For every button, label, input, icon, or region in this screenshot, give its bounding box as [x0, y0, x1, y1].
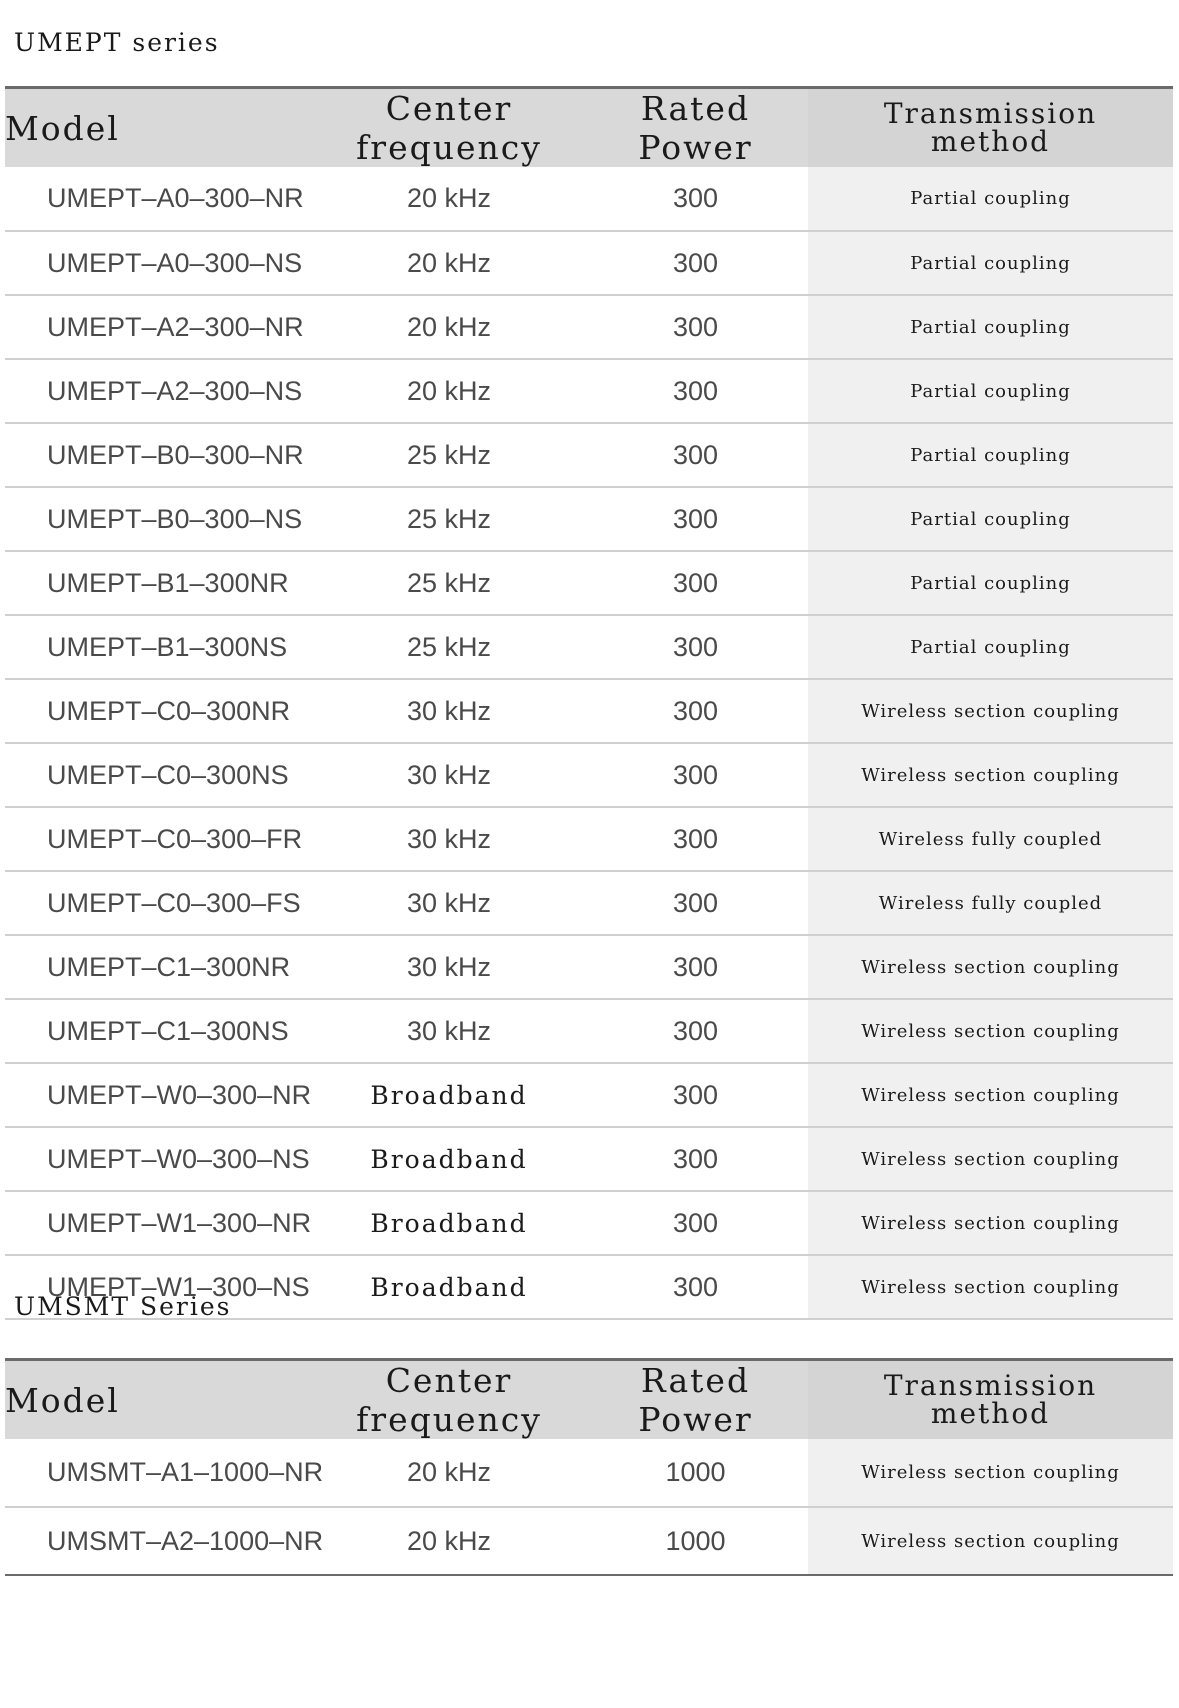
table-row — [5, 487, 1173, 551]
cell-rated-power: 300 — [672, 823, 719, 854]
cell-model: UMEPT–W0–300–NR — [47, 1079, 312, 1110]
cell-rated-power: 300 — [672, 1015, 719, 1046]
cell-transmission-method: Partial coupling — [808, 423, 1173, 487]
cell-transmission-method: Wireless section coupling — [808, 1507, 1173, 1575]
series-title-umept: UMEPT series — [14, 28, 220, 57]
cell-center-frequency: 30 kHz — [406, 951, 492, 982]
table-row — [5, 359, 1173, 423]
table-header-row — [5, 1360, 1173, 1440]
cell-center-frequency: 25 kHz — [406, 567, 492, 598]
cell-center-frequency: Broadband — [370, 1272, 528, 1302]
series-title-umsmt: UMSMT Series — [14, 1292, 232, 1321]
cell-transmission-method: Partial coupling — [808, 359, 1173, 423]
cell-rated-power: 300 — [672, 1079, 719, 1110]
cell-rated-power: 300 — [672, 887, 719, 918]
cell-model: UMEPT–C0–300NS — [47, 759, 289, 790]
table-header-row — [5, 88, 1173, 168]
header-transmission-method: Transmission method — [808, 1360, 1173, 1440]
cell-rated-power: 300 — [672, 951, 719, 982]
cell-model: UMSMT–A1–1000–NR — [47, 1457, 324, 1487]
cell-center-frequency: 25 kHz — [406, 503, 492, 534]
cell-rated-power: 300 — [672, 631, 719, 662]
cell-model: UMEPT–C1–300NS — [47, 1015, 289, 1046]
header-rated-power: Rated Power — [638, 89, 753, 167]
cell-center-frequency: 25 kHz — [406, 631, 492, 662]
cell-model: UMEPT–B0–300–NS — [47, 503, 303, 534]
table-row — [5, 1191, 1173, 1255]
cell-transmission-method: Wireless section coupling — [808, 1063, 1173, 1127]
cell-transmission-method: Partial coupling — [808, 167, 1173, 231]
cell-center-frequency: Broadband — [370, 1144, 528, 1174]
cell-rated-power: 300 — [672, 247, 719, 278]
table-row — [5, 551, 1173, 615]
cell-model: UMEPT–A2–300–NS — [47, 375, 303, 406]
header-model: Model — [5, 108, 120, 148]
cell-rated-power: 1000 — [665, 1525, 726, 1556]
table-row — [5, 295, 1173, 359]
cell-center-frequency: Broadband — [370, 1080, 528, 1110]
cell-transmission-method: Wireless fully coupled — [808, 807, 1173, 871]
header-transmission-method: Transmission method — [808, 88, 1173, 168]
cell-rated-power: 300 — [672, 1143, 719, 1174]
cell-center-frequency: 20 kHz — [406, 375, 492, 406]
cell-center-frequency: 20 kHz — [406, 183, 492, 213]
cell-transmission-method: Partial coupling — [808, 487, 1173, 551]
cell-transmission-method: Wireless fully coupled — [808, 871, 1173, 935]
cell-center-frequency: 20 kHz — [406, 311, 492, 342]
cell-transmission-method: Wireless section coupling — [808, 1255, 1173, 1319]
cell-model: UMEPT–C0–300–FS — [47, 887, 301, 918]
header-rated-power: Rated Power — [638, 1361, 753, 1439]
header-center-frequency: Center frequency — [356, 1361, 542, 1439]
cell-transmission-method: Wireless section coupling — [808, 999, 1173, 1063]
table-row — [5, 1439, 1173, 1507]
cell-center-frequency: 30 kHz — [406, 1015, 492, 1046]
header-model: Model — [5, 1380, 120, 1420]
table-row — [5, 423, 1173, 487]
cell-center-frequency: 20 kHz — [406, 247, 492, 278]
table-row — [5, 807, 1173, 871]
cell-rated-power: 300 — [672, 503, 719, 534]
cell-model: UMEPT–C0–300NR — [47, 695, 291, 726]
cell-model: UMEPT–A0–300–NS — [47, 247, 303, 278]
cell-center-frequency: 25 kHz — [406, 439, 492, 470]
cell-model: UMEPT–W1–300–NR — [47, 1207, 312, 1238]
table-row — [5, 615, 1173, 679]
cell-rated-power: 1000 — [665, 1457, 726, 1487]
table-row — [5, 679, 1173, 743]
header-center-frequency: Center frequency — [356, 89, 542, 167]
cell-model: UMEPT–C0–300–FR — [47, 823, 303, 854]
cell-rated-power: 300 — [672, 567, 719, 598]
cell-center-frequency: 30 kHz — [406, 823, 492, 854]
cell-center-frequency: 30 kHz — [406, 695, 492, 726]
cell-transmission-method: Wireless section coupling — [808, 1191, 1173, 1255]
cell-rated-power: 300 — [672, 439, 719, 470]
cell-model: UMEPT–B1–300NR — [47, 567, 289, 598]
cell-model: UMEPT–A0–300–NR — [47, 183, 304, 213]
table-row — [5, 1507, 1173, 1575]
table-row — [5, 871, 1173, 935]
cell-transmission-method: Partial coupling — [808, 551, 1173, 615]
cell-transmission-method: Wireless section coupling — [808, 743, 1173, 807]
cell-model: UMEPT–W1–300–NS — [47, 1271, 310, 1302]
table-row — [5, 167, 1173, 231]
cell-center-frequency: Broadband — [370, 1208, 528, 1238]
cell-transmission-method: Partial coupling — [808, 295, 1173, 359]
table-row — [5, 231, 1173, 295]
cell-rated-power: 300 — [672, 375, 719, 406]
cell-rated-power: 300 — [672, 1271, 719, 1302]
cell-model: UMEPT–C1–300NR — [47, 951, 291, 982]
cell-rated-power: 300 — [672, 759, 719, 790]
cell-rated-power: 300 — [672, 311, 719, 342]
cell-rated-power: 300 — [672, 183, 719, 213]
cell-rated-power: 300 — [672, 695, 719, 726]
cell-transmission-method: Wireless section coupling — [808, 679, 1173, 743]
cell-model: UMEPT–A2–300–NR — [47, 311, 304, 342]
cell-transmission-method: Wireless section coupling — [808, 935, 1173, 999]
table-row — [5, 1063, 1173, 1127]
cell-transmission-method: Wireless section coupling — [808, 1439, 1173, 1507]
cell-center-frequency: 20 kHz — [406, 1457, 492, 1487]
umsmt-spec-table — [5, 1358, 1173, 1576]
cell-center-frequency: 30 kHz — [406, 887, 492, 918]
cell-model: UMEPT–B1–300NS — [47, 631, 288, 662]
cell-model: UMEPT–W0–300–NS — [47, 1143, 310, 1174]
umept-spec-table — [5, 86, 1173, 1320]
cell-model: UMSMT–A2–1000–NR — [47, 1525, 324, 1556]
cell-center-frequency: 20 kHz — [406, 1525, 492, 1556]
cell-rated-power: 300 — [672, 1207, 719, 1238]
cell-center-frequency: 30 kHz — [406, 759, 492, 790]
table-row — [5, 935, 1173, 999]
table-row — [5, 999, 1173, 1063]
cell-model: UMEPT–B0–300–NR — [47, 439, 304, 470]
cell-transmission-method: Partial coupling — [808, 231, 1173, 295]
cell-transmission-method: Wireless section coupling — [808, 1127, 1173, 1191]
table-row — [5, 743, 1173, 807]
cell-transmission-method: Partial coupling — [808, 615, 1173, 679]
table-row — [5, 1127, 1173, 1191]
